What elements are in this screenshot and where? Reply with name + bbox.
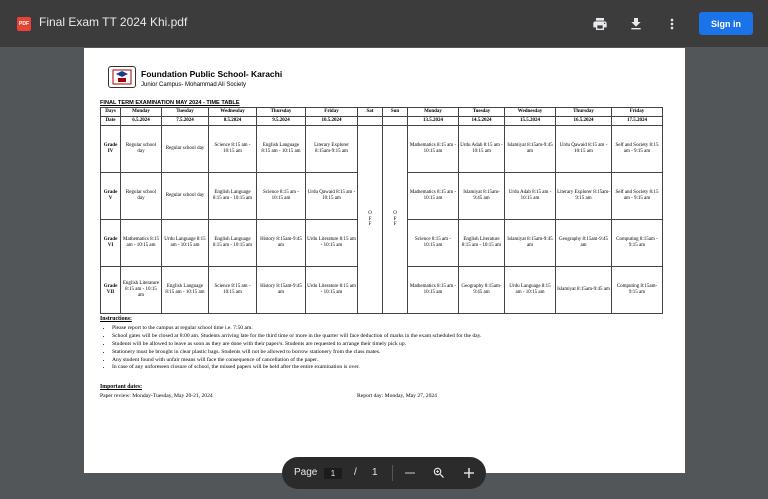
exam-cell: Geography 8:15am-9:45 am: [459, 267, 505, 314]
zoom-icon: [432, 466, 446, 480]
grade-label: Grade VII: [101, 267, 121, 314]
exam-cell: Mathematics 8:15 am - 10:15 am: [121, 220, 162, 267]
exam-cell: Regular school day: [121, 126, 162, 173]
exam-cell: English Literature 8:15 am - 10:15 am: [459, 220, 505, 267]
instructions-list: [112, 325, 482, 370]
page-total: 1: [372, 467, 378, 478]
instruction-item: • Any student found with unfair means will face the consequence of cancellation of the paper.: [112, 357, 482, 363]
exam-cell: Computing 8:15am - 9:15 am: [612, 220, 663, 267]
exam-cell: Urdu Qawaid 8:15 am - 10:15 am: [556, 126, 612, 173]
day-header-cell: Tuesday: [162, 108, 209, 117]
date-header-cell: Date: [101, 117, 121, 126]
exam-cell: Islamiyat 8:15am-9:45 am: [556, 267, 612, 314]
instructions-section: [100, 316, 482, 372]
download-icon[interactable]: [626, 14, 646, 34]
day-header-cell: Wednesday: [505, 108, 556, 117]
date-header-cell: 10.5.2024: [306, 117, 358, 126]
exam-cell: Science 8:15 am - 10:15 am: [257, 173, 306, 220]
day-header-cell: Wednesday: [209, 108, 257, 117]
sign-in-button[interactable]: Sign in: [699, 12, 753, 35]
pdf-toolbar: [0, 0, 768, 47]
page-navigation-bar: [282, 457, 486, 489]
date-header-cell: [383, 117, 408, 126]
zoom-in-button[interactable]: [460, 464, 478, 482]
exam-cell: Urdu Qawaid 8:15 am - 10:15 am: [306, 173, 358, 220]
date-header-cell: 6.5.2024: [121, 117, 162, 126]
day-header-cell: Friday: [306, 108, 358, 117]
report-day-date: Report day: Monday, May 27, 2024: [357, 393, 437, 399]
exam-cell: Self and Society 8:15 am - 9:15 am: [612, 126, 663, 173]
days-row: [101, 108, 663, 117]
exam-cell: Literary Explorer 8:15am-9:15 am: [556, 173, 612, 220]
sunday-off-cell: O F F: [383, 126, 408, 314]
exam-cell: Science 8:15 am - 10:15 am: [209, 126, 257, 173]
day-header-cell: Monday: [121, 108, 162, 117]
exam-cell: Urdu Language 8:15 am - 10:15 am: [162, 220, 209, 267]
instruction-item: • Stationery must be brought in clear plastic bags. Students will not be allowed to borrow stationery from the class mates.: [112, 349, 482, 355]
date-header-cell: 8.5.2024: [209, 117, 257, 126]
exam-cell: Science 8:15 am - 10:15 am: [408, 220, 459, 267]
day-header-cell: Friday: [612, 108, 663, 117]
exam-cell: Urdu Language 8:15 am - 10:15 am: [505, 267, 556, 314]
saturday-off-cell: O F F: [358, 126, 383, 314]
day-header-cell: Sat: [358, 108, 383, 117]
school-name: Foundation Public School- Karachi: [141, 69, 283, 79]
date-header-cell: 7.5.2024: [162, 117, 209, 126]
instructions-heading: Instructions:: [100, 316, 132, 322]
exam-cell: Mathematics 8:15 am - 10:15 am: [408, 126, 459, 173]
timetable: [100, 107, 663, 314]
paper-review-date: Paper review: Monday-Tuesday, May 20-21, 2024: [100, 393, 213, 399]
exam-cell: English Language 8:15 am - 10:15 am: [257, 126, 306, 173]
exam-cell: Science 8:15 am - 10:15 am: [209, 267, 257, 314]
exam-cell: Islamiyat 8:15am-9:45 am: [505, 126, 556, 173]
more-vert-icon[interactable]: [662, 14, 682, 34]
pdf-page: [84, 48, 685, 473]
plus-icon: [463, 467, 475, 479]
exam-cell: History 8:15am-9:45 am: [257, 267, 306, 314]
exam-cell: English Language 8:15 am - 10:15 am: [162, 267, 209, 314]
important-dates-heading-wrap: [100, 384, 142, 390]
day-header-cell: Thursday: [257, 108, 306, 117]
grade-label: Grade VI: [101, 220, 121, 267]
grade-label: Grade IV: [101, 126, 121, 173]
dates-row: [101, 117, 663, 126]
page-label: Page: [294, 467, 318, 478]
exam-cell: Islamiyat 8:15am-9:45 am: [505, 220, 556, 267]
page-separator: /: [354, 467, 357, 478]
date-header-cell: [358, 117, 383, 126]
fit-zoom-button[interactable]: [430, 464, 448, 482]
day-header-cell: Sun: [383, 108, 408, 117]
exam-cell: Self and Society 8:15 am - 9:15 am: [612, 173, 663, 220]
instruction-item: • In case of any unforeseen closure of school, the missed papers will be held after the entire examination is over.: [112, 364, 482, 370]
day-header-cell: Monday: [408, 108, 459, 117]
exam-cell: Mathematics 8:15 am - 10:15 am: [408, 267, 459, 314]
exam-cell: Regular school day: [162, 126, 209, 173]
important-dates-heading: Important dates:: [100, 384, 143, 390]
exam-cell: Urdu Adab 8:15 am - 10:15 am: [459, 126, 505, 173]
exam-cell: Geography 8:15am-9:45 am: [556, 220, 612, 267]
exam-cell: Mathematics 8:15 am - 10:15 am: [408, 173, 459, 220]
date-header-cell: 13.5.2024: [408, 117, 459, 126]
zoom-out-button[interactable]: [401, 464, 419, 482]
grade-row: [101, 126, 663, 173]
print-icon[interactable]: [590, 14, 610, 34]
date-header-cell: 15.5.2024: [505, 117, 556, 126]
date-header-cell: 9.5.2024: [257, 117, 306, 126]
exam-cell: Regular school day: [162, 173, 209, 220]
date-header-cell: 16.5.2024: [556, 117, 612, 126]
divider: [392, 465, 393, 481]
exam-cell: Urdu Literature 8:15 am - 10:15 am: [306, 220, 358, 267]
exam-cell: Computing 8:15am-9:15 am: [612, 267, 663, 314]
instruction-item: • Please report to the campus at regular school time i.e. 7:50 am.: [112, 325, 482, 331]
exam-cell: Islamiyat 8:15am-9:45 am: [459, 173, 505, 220]
day-header-cell: Tuesday: [459, 108, 505, 117]
date-header-cell: 17.5.2024: [612, 117, 663, 126]
pdf-file-icon: PDF: [17, 17, 31, 31]
date-header-cell: 14.5.2024: [459, 117, 505, 126]
instruction-item: • School gates will be closed at 8:00 am. Students arriving late for the third time or more in the quarter will face deduction of marks in the exam scheduled for the day.: [112, 333, 482, 339]
exam-cell: History 8:15am-9:45 am: [257, 220, 306, 267]
page-number-input[interactable]: [324, 468, 342, 479]
day-header-cell: Days: [101, 108, 121, 117]
exam-title: FINAL TERM EXAMINATION MAY 2024 - TIME TABLE: [100, 100, 240, 106]
exam-cell: English Language 8:15 am - 10:15 am: [209, 220, 257, 267]
day-header-cell: Thursday: [556, 108, 612, 117]
instruction-item: • Students will be allowed to leave as soon as they are done with their paper/s. Students are requested to arrange their timely pick up.: [112, 341, 482, 347]
exam-cell: English Literature 8:15 am - 10:15 am: [121, 267, 162, 314]
minus-icon: [404, 467, 416, 479]
school-logo: [108, 66, 136, 88]
campus-name: Junior Campus- Mohammad Ali Society: [141, 82, 247, 88]
exam-cell: Urdu Literature 8:15 am - 10:15 am: [306, 267, 358, 314]
exam-cell: English Language 8:15 am - 10:15 am: [209, 173, 257, 220]
exam-cell: Urdu Adab 8:15 am - 10:15 am: [505, 173, 556, 220]
exam-cell: Literary Explorer 8:15am-9:15 am: [306, 126, 358, 173]
document-title: Final Exam TT 2024 Khi.pdf: [39, 15, 188, 29]
exam-cell: Regular school day: [121, 173, 162, 220]
grade-label: Grade V: [101, 173, 121, 220]
